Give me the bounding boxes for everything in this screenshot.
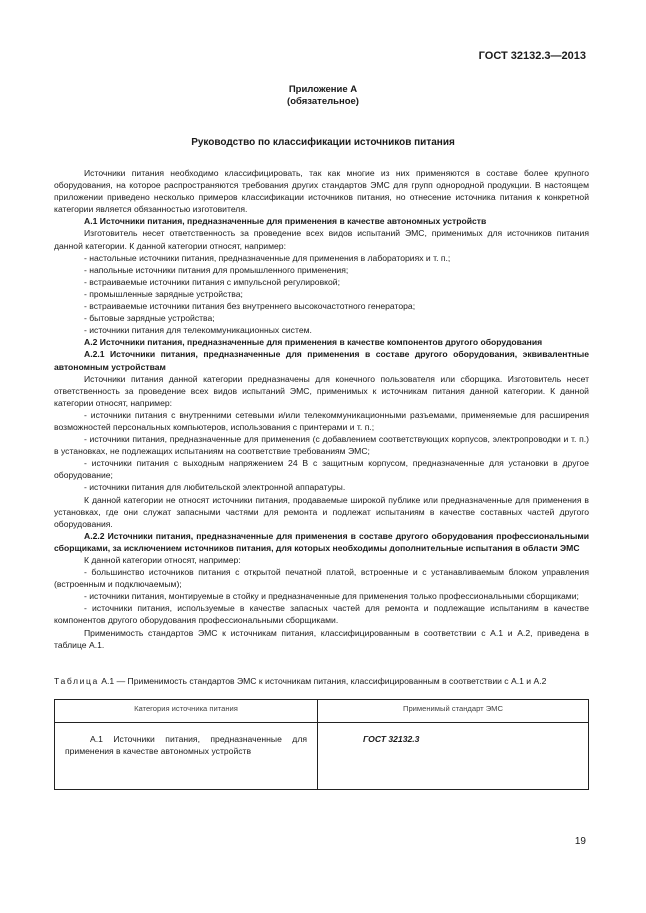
list-item: - встраиваемые источники питания с импульсной регулировкой; [84,276,340,287]
table-cell-category: А.1 Источники питания, предназначенные для применения в качестве автономных устройств [55,722,318,789]
applicability-table [54,699,589,790]
annex-status: (обязательное) [287,96,359,107]
list-item: - настольные источники питания, предназначенные для применения в лабораториях и т. п.; [84,252,451,263]
table-caption-text: А.1 — Применимость стандартов ЭМС к источникам питания, классифицированным в соответствии с А.1 и А.2 [98,675,547,686]
table-header-row [55,699,589,722]
table-row [55,722,589,789]
section-a22-text: К данной категории относят, например: [84,555,241,565]
section-a1-text: Изготовитель несет ответственность за проведение всех видов испытаний ЭМС, применимых для источников питания данной категории. К данной категории относят, например: [54,228,589,251]
list-item: - бытовые зарядные устройства; [84,313,215,324]
list-item: - встраиваемые источники питания без внутреннего высокочастотного генератора; [84,301,416,312]
table-header-standard: Применимый стандарт ЭМС [318,699,589,722]
section-a21-note: К данной категории не относят источники питания, продаваемые широкой публике или предназначенные для применения в установках, где они служат запасными частями для ремонта и подлежат испытаниям в качестве составных частей другого оборудования. [54,494,589,529]
intro-paragraph: Источники питания необходимо классифицировать, так как многие из них применяются в составе более крупного оборудования, на которое распространяются требования других стандартов ЭМС для групп однородной продукции. В настоящем приложении приведено несколько примеров классификации источников питания, но отнесение источника питания к конкретной категории является обязанностью изготовителя. [54,168,589,215]
page-title: Руководство по классификации источников питания [191,137,455,148]
applicability-paragraph: Применимость стандартов ЭМС к источникам питания, классифицированным в соответствии с А.1 и А.2, приведена в таблице А.1. [54,627,589,650]
section-a2-heading: А.2 Источники питания, предназначенные для применения в качестве компонентов другого оборудования [84,337,543,348]
list-item: - источники питания с внутренними сетевыми и/или телекоммуникационными разъемами, применяемые для расширения возможностей персональных компьютеров, использования с принтерами и т. п.; [54,409,589,432]
list-item: - промышленные зарядные устройства; [84,288,243,299]
list-item: - источники питания, монтируемые в стойку и предназначенные для применения только профессиональными сборщиками; [84,591,579,602]
list-item: - большинство источников питания с открытой печатной платой, встроенные и с устанавливаемым блоком управления (встроенным и подключаемым); [54,567,589,590]
standard-number: ГОСТ 32132.3—2013 [478,50,586,62]
page-number: 19 [574,836,586,847]
section-a21-heading: А.2.1 Источники питания, предназначенные для применения в составе другого оборудования, эквивалентные автономным устройствам [54,349,589,372]
list-item: - источники питания с выходным напряжением 24 В с защитным корпусом, предназначенные для установки в другое оборудование; [54,458,589,481]
list-item: - источники питания, используемые в качестве запасных частей для ремонта и подлежащие испытаниям в качестве компонентов другого оборудования профессиональными сборщиками. [54,603,589,626]
annex-title: Приложение А [288,84,358,95]
table-caption [54,675,589,687]
list-item: - источники питания для телекоммуникационных систем. [84,325,312,336]
section-a21-text: Источники питания данной категории предназначены для конечного пользователя или сборщика. Изготовитель несет ответственность за проведение всех видов испытаний ЭМС, применимых к источникам питания данной категории. К данной категории относят, например: [54,373,589,408]
section-a22-heading: А.2.2 Источники питания, предназначенные для применения в составе другого оборудования профессиональными сборщиками, за исключением источников питания, для которых необходимы дополнительные испытания в области ЭМС [54,530,589,553]
table-caption-label: Таблица [54,675,99,686]
list-item: - источники питания, предназначенные для применения (с добавлением соответствующих корпусов, электропроводки и т. п.) в установках, не подлежащих испытаниям на соответствие требованиям ЭМС; [54,434,589,457]
list-item: - источники питания для любительской электронной аппаратуры. [84,482,346,493]
section-a1-heading: А.1 Источники питания, предназначенные для применения в качестве автономных устройств [84,216,487,227]
table-header-category: Категория источника питания [55,699,318,722]
list-item: - напольные источники питания для промышленного применения; [84,264,349,275]
table-cell-standard: ГОСТ 32132.3 [318,722,589,789]
document-body [54,167,589,790]
